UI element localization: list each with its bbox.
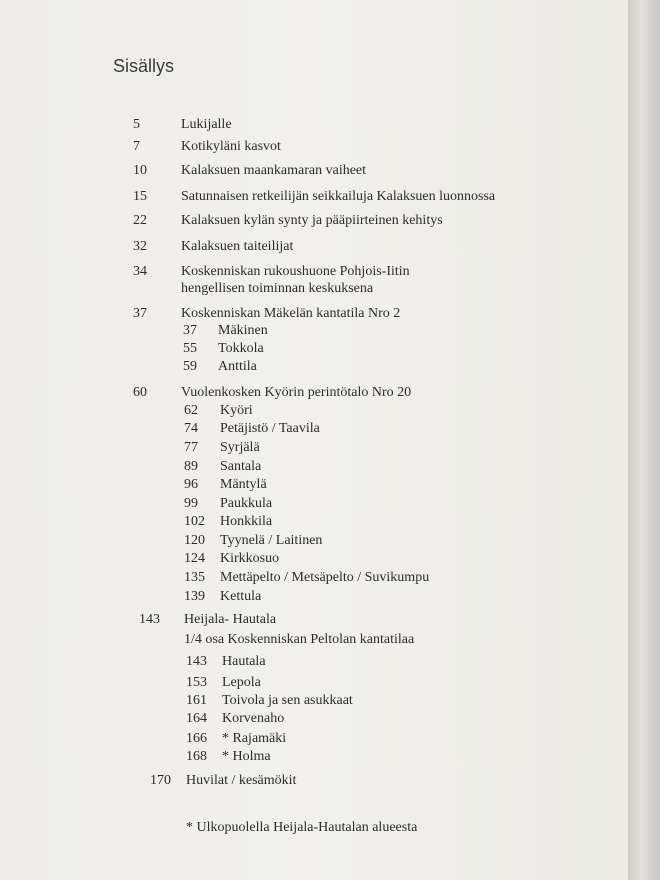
toc-entry-title: Vuolenkosken Kyörin perintötalo Nro 20 (181, 385, 412, 400)
toc-entry-title: Huvilat / kesämökit (186, 773, 297, 788)
toc-entry-title-continued: hengellisen toiminnan keskuksena (181, 281, 374, 296)
toc-page-number: 143 (139, 612, 160, 627)
toc-entry-title: Kotikyläni kasvot (181, 139, 281, 154)
toc-sub-page-number: 164 (186, 711, 207, 726)
footnote: * Ulkopuolella Heijala-Hautalan alueesta (186, 820, 418, 835)
toc-sub-page-number: 37 (183, 323, 197, 338)
toc-sub-entry-title: Honkkila (220, 514, 273, 529)
toc-sub-entry-title: Kettula (220, 589, 262, 604)
toc-sub-page-number: 139 (184, 589, 205, 604)
toc-sub-page-number: 120 (184, 533, 205, 548)
toc-sub-page-number: 77 (184, 440, 198, 455)
toc-sub-page-number: 55 (183, 341, 197, 356)
toc-sub-page-number: 59 (183, 359, 197, 374)
toc-entry-title: Koskenniskan Mäkelän kantatila Nro 2 (181, 306, 401, 321)
toc-sub-page-number: 96 (184, 477, 198, 492)
toc-sub-entry-title: Tokkola (218, 341, 264, 356)
toc-sub-page-number: 99 (184, 496, 198, 511)
toc-sub-entry-title: Hautala (222, 654, 266, 669)
toc-page-number: 22 (133, 213, 147, 228)
toc-sub-page-number: 124 (184, 551, 205, 566)
toc-sub-entry-title: Lepola (222, 675, 261, 690)
toc-sub-page-number: 135 (184, 570, 205, 585)
toc-entry-title: Kalaksuen maankamaran vaiheet (181, 163, 367, 178)
toc-sub-page-number: 62 (184, 403, 198, 418)
toc-sub-entry-title: Tyynelä / Laitinen (220, 533, 323, 548)
toc-page-number: 170 (150, 773, 171, 788)
toc-page-number: 34 (133, 264, 147, 279)
toc-sub-entry-title: Syrjälä (220, 440, 260, 455)
page-title: Sisällys (113, 56, 175, 76)
toc-sub-entry-title: Mettäpelto / Metsäpelto / Suvikumpu (220, 570, 430, 585)
toc-sub-entry-title: Mäntylä (220, 477, 267, 492)
toc-sub-entry-title: Petäjistö / Taavila (220, 421, 320, 436)
toc-page-number: 37 (133, 306, 147, 321)
toc-sub-entry-title: Korvenaho (222, 711, 285, 726)
toc-sub-page-number: 161 (186, 693, 207, 708)
toc-sub-page-number: 143 (186, 654, 207, 669)
toc-page-number: 10 (133, 163, 147, 178)
toc-page-number: 5 (133, 117, 140, 132)
toc-page-number: 7 (133, 139, 140, 154)
toc-sub-entry-title: Mäkinen (218, 323, 268, 338)
toc-entry-title: Kalaksuen taiteilijat (181, 239, 294, 254)
toc-entry-title: Satunnaisen retkeilijän seikkailuja Kalaksuen luonnossa (181, 189, 496, 204)
toc-sub-page-number: 89 (184, 459, 198, 474)
toc-sub-entry-title: Paukkula (220, 496, 273, 511)
toc-sub-page-number: 168 (186, 749, 207, 764)
page-edge (628, 0, 660, 880)
toc-sub-entry-title: Anttila (218, 359, 257, 374)
toc-sub-entry-title: * Rajamäki (222, 731, 287, 746)
toc-sub-page-number: 74 (184, 421, 198, 436)
toc-sub-entry-title: * Holma (222, 749, 271, 764)
toc-entry-title: Lukijalle (181, 117, 232, 132)
toc-sub-entry-title: Kyöri (220, 403, 253, 418)
toc-entry-title: Kalaksuen kylän synty ja pääpiirteinen kehitys (181, 213, 443, 228)
toc-sub-entry-title: Kirkkosuo (220, 551, 280, 566)
toc-page-number: 32 (133, 239, 147, 254)
toc-entry-title-continued: 1/4 osa Koskenniskan Peltolan kantatilaa (184, 632, 415, 647)
toc-sub-entry-title: Toivola ja sen asukkaat (222, 693, 353, 708)
toc-entry-title: Koskenniskan rukoushuone Pohjois-Iitin (181, 264, 410, 279)
toc-page-number: 15 (133, 189, 147, 204)
toc-sub-page-number: 153 (186, 675, 207, 690)
toc-entry-title: Heijala- Hautala (184, 612, 277, 627)
toc-sub-entry-title: Santala (220, 459, 262, 474)
toc-sub-page-number: 166 (186, 731, 207, 746)
toc-page-number: 60 (133, 385, 147, 400)
toc-sub-page-number: 102 (184, 514, 205, 529)
